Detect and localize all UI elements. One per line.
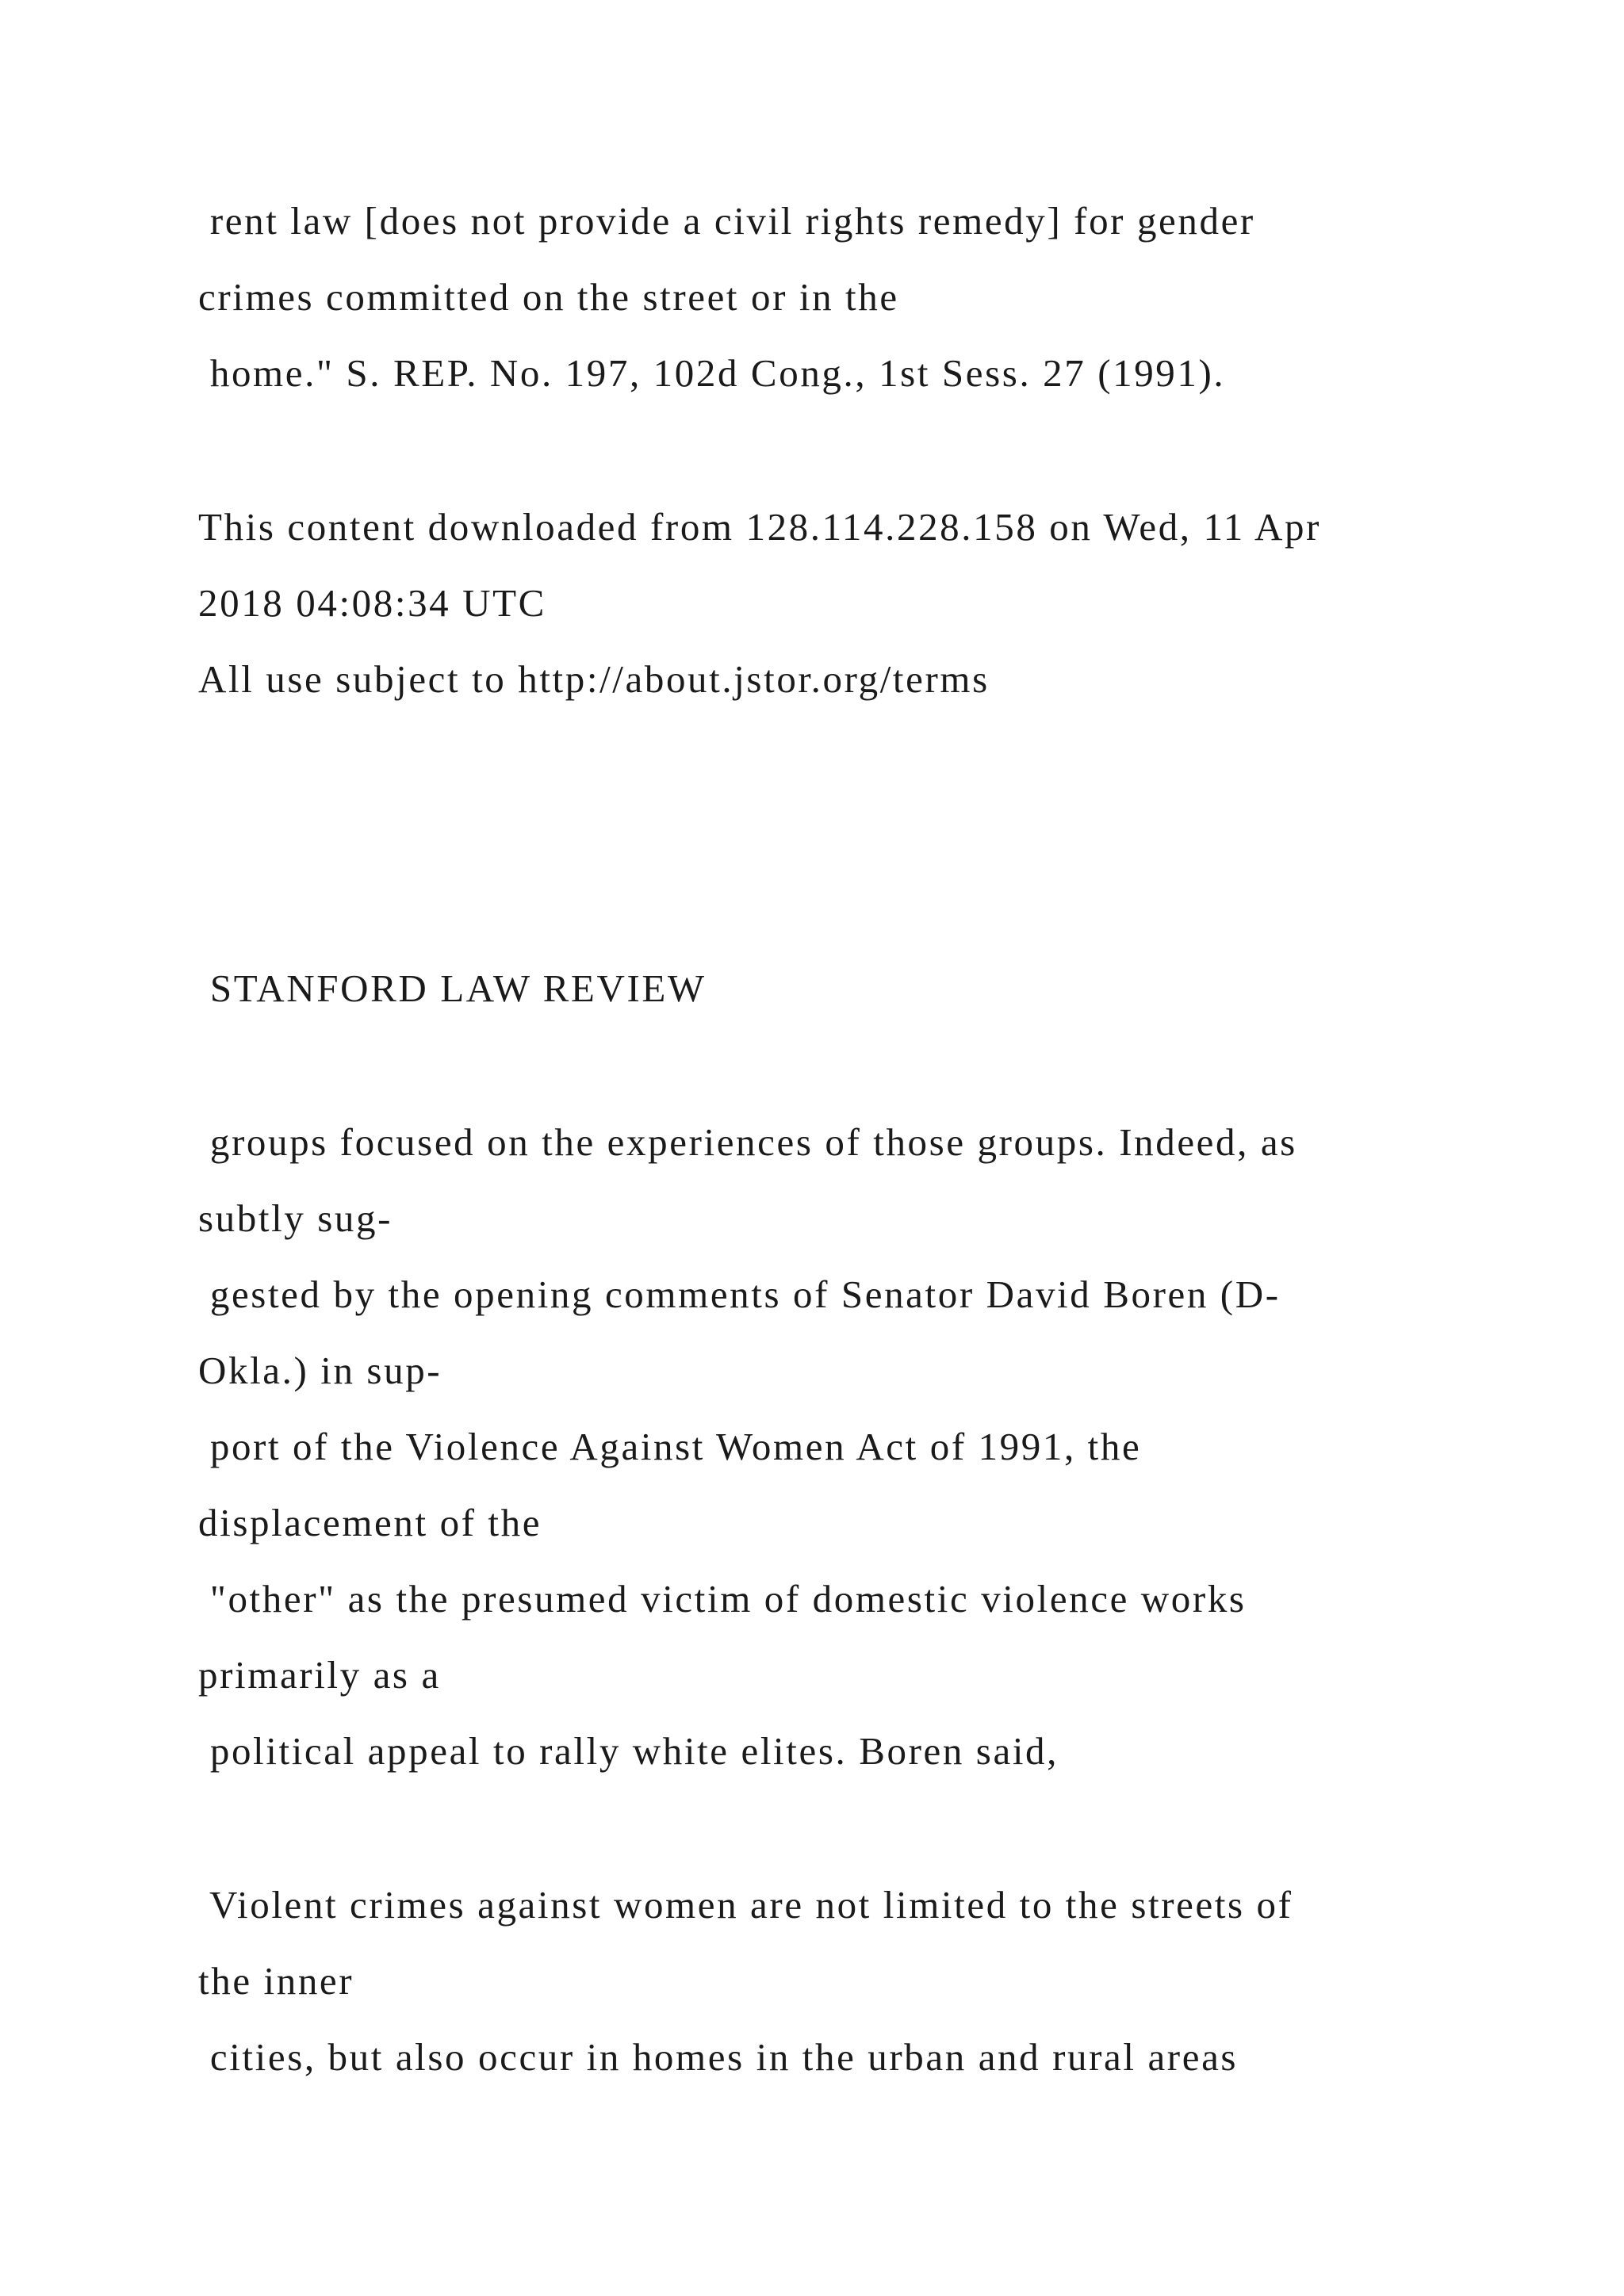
text-line: All use subject to http://about.jstor.org/terms xyxy=(198,657,990,701)
text-line: home." S. REP. No. 197, 102d Cong., 1st Sess. 27 (1991). xyxy=(198,351,1226,395)
text-line: crimes committed on the street or in the xyxy=(198,275,899,319)
text-line: political appeal to rally white elites. Boren said, xyxy=(198,1729,1059,1773)
text-line: Violent crimes against women are not limited to the streets of xyxy=(198,1883,1293,1927)
text-line: Okla.) in sup- xyxy=(198,1349,442,1392)
text-line: primarily as a xyxy=(198,1653,441,1697)
running-header: STANFORD LAW REVIEW xyxy=(198,966,707,1010)
text-line: the inner xyxy=(198,1959,354,2003)
text-line: cities, but also occur in homes in the urban and rural areas xyxy=(198,2035,1239,2079)
text-line: port of the Violence Against Women Act of 1991, the xyxy=(198,1425,1142,1468)
text-line: subtly sug- xyxy=(198,1196,393,1240)
text-line: groups focused on the experiences of those groups. Indeed, as xyxy=(198,1120,1297,1164)
text-line: rent law [does not provide a civil rights remedy] for gender xyxy=(198,199,1255,243)
text-line: displacement of the xyxy=(198,1501,542,1544)
text-line: gested by the opening comments of Senator David Boren (D- xyxy=(198,1272,1281,1316)
text-line: "other" as the presumed victim of domestic violence works xyxy=(198,1577,1247,1621)
text-line: 2018 04:08:34 UTC xyxy=(198,581,546,625)
text-line: This content downloaded from 128.114.228.158 on Wed, 11 Apr xyxy=(198,505,1322,549)
